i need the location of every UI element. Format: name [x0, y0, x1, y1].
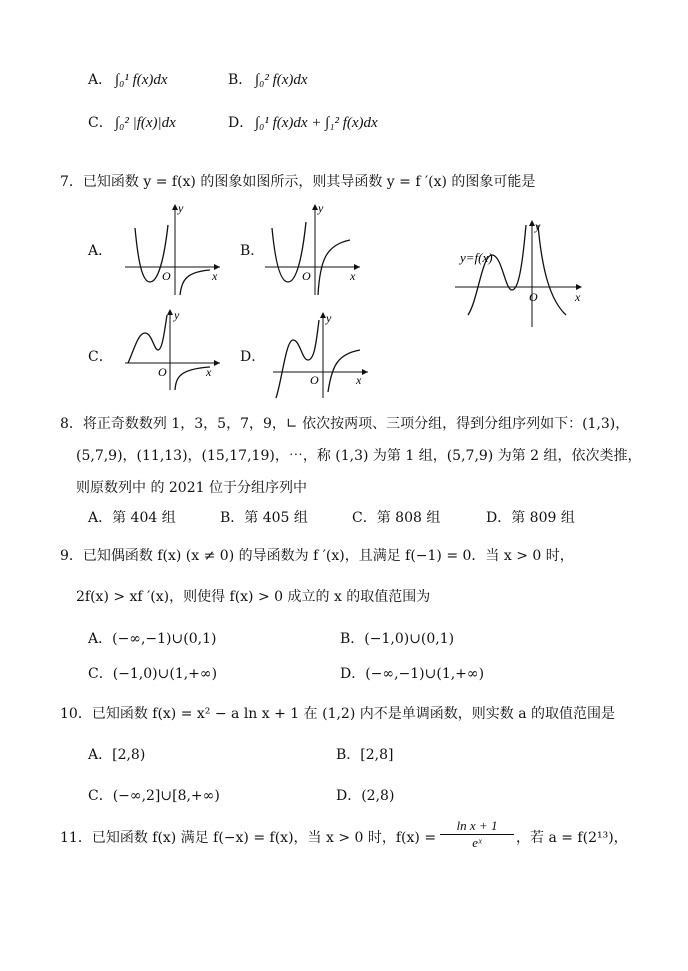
q7-option-d-label: D． — [240, 349, 266, 365]
q7-option-a-label: A． — [88, 243, 113, 259]
q7-option-c-label: C． — [88, 349, 113, 365]
q8-option-b: B．第 405 组 — [220, 510, 308, 526]
q6-option-c: C． — [88, 115, 113, 131]
q6-option-b: B． — [228, 72, 253, 88]
origin-label: O — [529, 290, 538, 304]
q8-option-d: D．第 809 组 — [486, 510, 575, 526]
q11-fraction-numerator: ln x + 1 — [440, 818, 514, 835]
q6-option-a-expr: ∫₀¹ f(x)dx — [115, 72, 168, 88]
q8-option-a: A．第 404 组 — [88, 510, 176, 526]
q9-option-b: B．(−1,0)∪(0,1) — [340, 631, 455, 647]
q9-option-a: A．(−∞,−1)∪(0,1) — [88, 631, 217, 647]
q7-graph-a — [120, 200, 230, 300]
q11-lead: 11．已知函数 f(x) 满足 f(−x) = f(x)，当 x > 0 时，f(x) = — [60, 830, 437, 846]
origin-label: O — [302, 269, 311, 283]
q7-graph-c — [120, 305, 230, 395]
axis-x-label: x — [212, 269, 218, 283]
q7-graph-d — [268, 310, 378, 400]
q6-option-d: D． — [228, 115, 254, 131]
q6-option-d-expr: ∫₀¹ f(x)dx + ∫₁² f(x)dx — [255, 115, 378, 131]
axis-y-label: y — [174, 308, 180, 322]
axis-y-label: y — [318, 201, 324, 215]
q6-option-c-expr: ∫₀² |f(x)|dx — [115, 115, 176, 131]
q9-option-c: C．(−1,0)∪(1,+∞) — [88, 666, 218, 682]
axis-y-label: y — [178, 201, 184, 215]
axis-x-label: x — [206, 365, 212, 379]
q8-option-c: C．第 808 组 — [352, 510, 441, 526]
q11-fraction — [440, 818, 514, 851]
q8-line-2: (5,7,9)，(11,13)，(15,17,19)，⋯，称 (1,3) 为第 1 组，(5,7,9) 为第 2 组，依次类推， — [76, 448, 642, 464]
axis-y-label: y — [326, 311, 332, 325]
q6-option-a: A． — [88, 72, 113, 88]
q8-line-1: 8．将正奇数数列 1，3，5，7，9，∟ 依次按两项、三项分组，得到分组序列如下：(1,3)， — [60, 416, 630, 432]
origin-label: O — [158, 365, 167, 379]
axis-y-label: y — [535, 219, 541, 233]
q9-line-2: 2f(x) > xf ′(x)，则使得 f(x) > 0 成立的 x 的取值范围为 — [76, 589, 431, 605]
q7-graph-b — [260, 200, 370, 300]
q10-stem: 10．已知函数 f(x) = x² − a ln x + 1 在 (1,2) 内不是单调函数，则实数 a 的取值范围是 — [60, 706, 615, 722]
q11-fraction-denominator: eˣ — [472, 835, 482, 850]
axis-x-label: x — [575, 290, 581, 304]
q7-main-graph — [450, 215, 590, 330]
q9-line-1: 9．已知偶函数 f(x) (x ≠ 0) 的导函数为 f ′(x)，且满足 f(−1) = 0．当 x > 0 时， — [60, 548, 574, 564]
q10-option-b: B．[2,8] — [336, 747, 394, 763]
axis-x-label: x — [356, 373, 362, 387]
q10-option-d: D．(2,8) — [336, 788, 395, 804]
q8-line-3: 则原数列中 的 2021 位于分组序列中 — [76, 480, 307, 496]
origin-label: O — [310, 373, 319, 387]
q10-option-a: A．[2,8) — [88, 747, 146, 763]
q11-tail: ，若 a = f(2¹³)， — [516, 830, 628, 846]
axis-x-label: x — [350, 269, 356, 283]
q10-option-c: C．(−∞,2]∪[8,+∞) — [88, 788, 220, 804]
q7-option-b-label: B． — [240, 243, 265, 259]
q9-option-d: D．(−∞,−1)∪(1,+∞) — [340, 666, 485, 682]
q6-option-b-expr: ∫₀² f(x)dx — [255, 72, 308, 88]
curve-caption: y=f(x) — [460, 250, 493, 265]
origin-label: O — [162, 269, 171, 283]
q7-stem: 7．已知函数 y = f(x) 的图象如图所示，则其导函数 y = f ′(x) 的图象可能是 — [60, 174, 536, 190]
